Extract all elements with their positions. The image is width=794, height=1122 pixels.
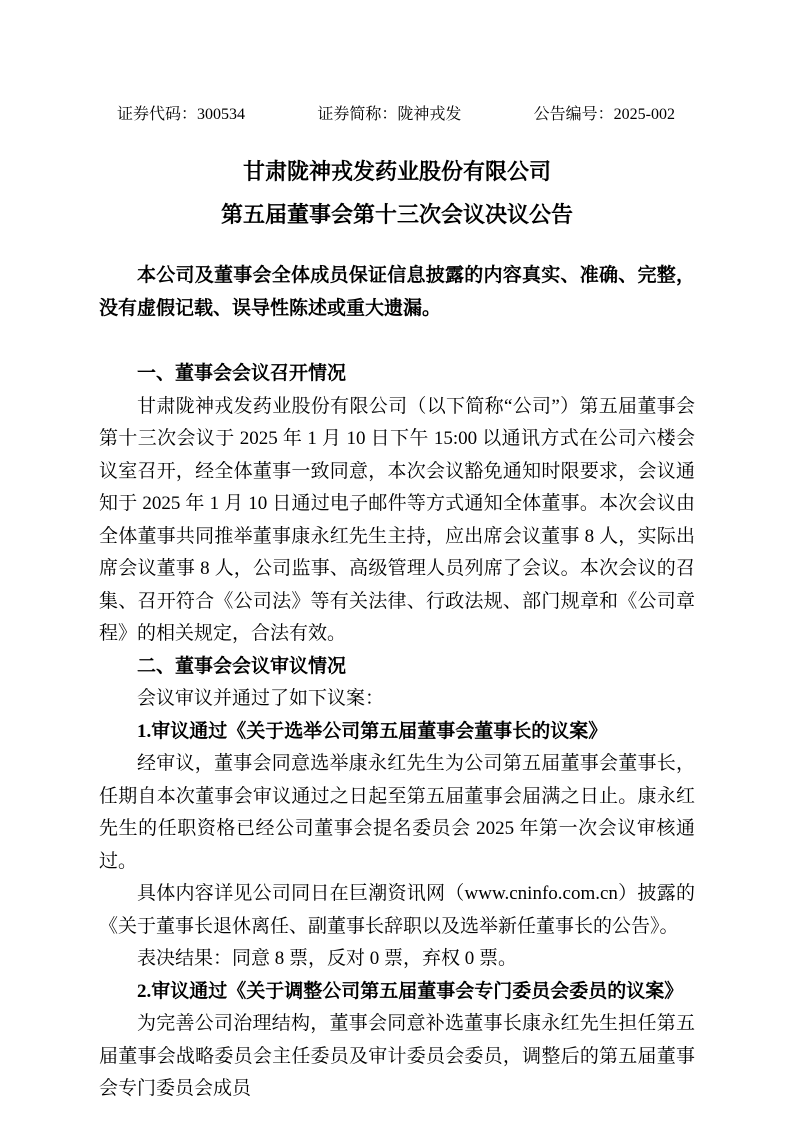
item-1-paragraph: 经审议，董事会同意选举康永红先生为公司第五届董事会董事长，任期自本次董事会审议通过之日起至第五届董事会届满之日止。康永红先生的任职资格已经公司董事会提名委员会 2025 年第一次会议审核通过。	[99, 753, 695, 872]
document-title	[99, 150, 695, 236]
section-2-heading: 二、董事会会议审议情况	[137, 655, 347, 677]
item-1-disclosure-paragraph: 具体内容详见公司同日在巨潮资讯网（www.cninfo.com.cn）披露的《关于董事长退休离任、副董事长辞职以及选举新任董事长的公告》。	[99, 883, 695, 937]
stock-abbr-value: 陇神戎发	[397, 106, 462, 123]
section-1-heading: 一、董事会会议召开情况	[137, 363, 347, 384]
item-1-heading: 1.审议通过《关于选举公司第五届董事会董事长的议案》	[137, 720, 608, 742]
disclosure-statement: 本公司及董事会全体成员保证信息披露的内容真实、准确、完整，没有虚假记载、误导性陈述或重大遗漏。	[99, 265, 695, 319]
item-2-paragraph: 为完善公司治理结构，董事会同意补选董事长康永红先生担任第五届董事会战略委员会主任委员及审计委员会委员，调整后的第五届董事会专门委员会成员	[99, 1013, 695, 1099]
document-header	[99, 104, 695, 126]
company-name-title: 甘肃陇神戎发药业股份有限公司	[242, 159, 551, 184]
section-2-intro: 会议审议并通过了如下议案：	[137, 688, 385, 709]
announcement-title: 第五届董事会第十三次会议决议公告	[220, 202, 573, 227]
stock-code-value: 300534	[197, 106, 246, 123]
stock-abbr-label: 证券简称：	[317, 106, 398, 123]
announcement-number	[534, 104, 675, 126]
stock-code-label: 证券代码：	[117, 106, 198, 123]
announcement-number-label: 公告编号：	[533, 106, 614, 123]
stock-abbr	[317, 104, 461, 126]
item-2-heading: 2.审议通过《关于调整公司第五届董事会专门委员会委员的议案》	[137, 980, 684, 1002]
announcement-number-value: 2025-002	[613, 106, 675, 123]
item-1-vote-result: 表决结果：同意 8 票，反对 0 票，弃权 0 票。	[137, 948, 518, 969]
section-1-paragraph: 甘肃陇神戎发药业股份有限公司（以下简称“公司”）第五届董事会第十三次会议于 2025 年 1 月 10 日下午 15:00 以通讯方式在公司六楼会议室召开，经全体董事一致同意，本次会议豁免通知时限要求，会议通知于 2025 年 1 月 10 日通过电子邮件等方式通知全体董事。本次会议由全体董事共同推举董事康永红先生主持，应出席会议董事 8 人，实际出席会议董事 8 人，公司监事、高级管理人员列席了会议。本次会议的召集、召开符合《公司法》等有关法律、行政法规、部门规章和《公司章程》的相关规定，合法有效。	[99, 395, 695, 644]
stock-code	[117, 104, 245, 126]
